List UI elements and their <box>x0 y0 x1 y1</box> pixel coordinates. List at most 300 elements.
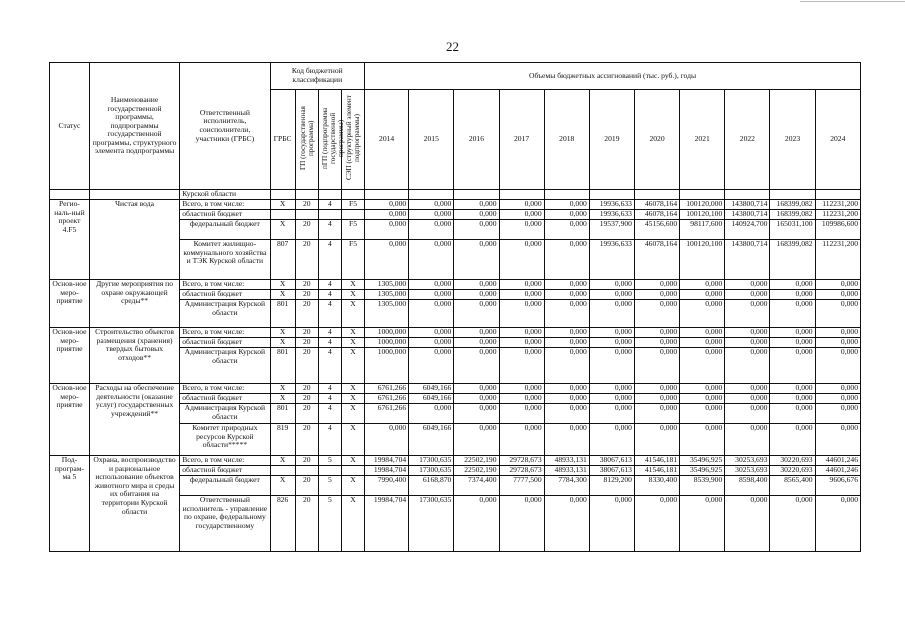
executor-cell: Курской области <box>180 190 270 200</box>
page-number: 22 <box>446 39 459 54</box>
sep-cell: X <box>341 384 364 394</box>
value-cell: 41546,181 <box>634 456 679 466</box>
gp-cell: 20 <box>295 280 318 290</box>
value-cell: 0,000 <box>634 404 679 424</box>
gp-cell: 20 <box>295 384 318 394</box>
value-cell: 0,000 <box>409 240 454 280</box>
executor-cell: Администрация Курской области <box>180 348 270 384</box>
sep-cell: X <box>341 404 364 424</box>
value-cell: 0,000 <box>454 200 499 210</box>
value-cell: 29728,673 <box>499 466 544 476</box>
value-cell: 168399,082 <box>770 210 815 220</box>
value-cell: 0,000 <box>499 210 544 220</box>
value-cell: 0,000 <box>409 338 454 348</box>
value-cell: 48933,131 <box>544 466 589 476</box>
value-cell: 0,000 <box>544 220 589 240</box>
value-cell: 0,000 <box>770 348 815 384</box>
executor-cell: Администрация Курской области <box>180 404 270 424</box>
grbs-cell: 801 <box>270 348 295 384</box>
value-cell: 0,000 <box>454 496 499 552</box>
value-cell: 0,000 <box>770 404 815 424</box>
value-cell: 0,000 <box>499 220 544 240</box>
grbs-cell: X <box>270 200 295 210</box>
value-cell: 0,000 <box>770 394 815 404</box>
header-volumes: Объемы бюджетных ассигнований (тыс. руб.), годы <box>365 63 861 90</box>
value-cell: 0,000 <box>634 348 679 384</box>
value-cell: 0,000 <box>634 424 679 456</box>
value-cell: 168399,082 <box>770 240 815 280</box>
value-cell: 22502,190 <box>454 456 499 466</box>
value-cell: 0,000 <box>499 348 544 384</box>
value-cell: 0,000 <box>589 404 634 424</box>
pgp-cell: 5 <box>318 496 341 552</box>
value-cell: 0,000 <box>725 348 770 384</box>
sep-cell: X <box>341 328 364 338</box>
value-cell: 6168,870 <box>409 476 454 496</box>
sep-cell: X <box>341 394 364 404</box>
gp-cell <box>295 210 318 220</box>
value-cell: 0,000 <box>634 290 679 300</box>
value-cell: 100120,100 <box>680 210 725 220</box>
value-cell: 0,000 <box>454 338 499 348</box>
value-cell: 17300,635 <box>409 466 454 476</box>
pgp-cell: 4 <box>318 348 341 384</box>
header-year: 2018 <box>544 90 589 190</box>
sep-cell: F5 <box>341 220 364 240</box>
value-cell: 17300,635 <box>409 496 454 552</box>
value-cell: 46078,164 <box>634 200 679 210</box>
value-cell: 0,000 <box>634 394 679 404</box>
value-cell: 0,000 <box>499 404 544 424</box>
value-cell: 0,000 <box>634 496 679 552</box>
executor-cell: Комитет природных ресурсов Курской области***** <box>180 424 270 456</box>
pgp-cell: 5 <box>318 476 341 496</box>
value-cell: 8565,400 <box>770 476 815 496</box>
value-cell: 0,000 <box>815 280 860 290</box>
value-cell: 19936,633 <box>589 200 634 210</box>
value-cell: 6761,266 <box>365 404 409 424</box>
continuation-row <box>50 190 861 200</box>
value-cell: 0,000 <box>725 280 770 290</box>
executor-cell: областной бюджет <box>180 210 270 220</box>
value-cell: 0,000 <box>544 300 589 328</box>
value-cell: 8598,400 <box>725 476 770 496</box>
value-cell: 0,000 <box>544 200 589 210</box>
value-cell: 0,000 <box>815 424 860 456</box>
value-cell: 112231,200 <box>815 200 860 210</box>
value-cell: 0,000 <box>454 348 499 384</box>
value-cell: 0,000 <box>409 328 454 338</box>
gp-cell: 20 <box>295 424 318 456</box>
value-cell: 9606,676 <box>815 476 860 496</box>
grbs-cell: 807 <box>270 240 295 280</box>
pgp-cell: 5 <box>318 456 341 466</box>
value-cell: 0,000 <box>544 394 589 404</box>
value-cell: 0,000 <box>770 290 815 300</box>
value-cell: 19984,704 <box>365 466 409 476</box>
pgp-cell: 4 <box>318 240 341 280</box>
value-cell: 29728,673 <box>499 456 544 466</box>
gp-cell: 20 <box>295 394 318 404</box>
value-cell: 1305,000 <box>365 300 409 328</box>
value-cell: 0,000 <box>589 348 634 384</box>
grbs-cell: X <box>270 338 295 348</box>
value-cell: 0,000 <box>589 394 634 404</box>
value-cell: 46078,164 <box>634 210 679 220</box>
value-cell: 46078,164 <box>634 240 679 280</box>
value-cell: 0,000 <box>409 220 454 240</box>
executor-cell: Комитет жилищно-коммунального хозяйства и ТЭК Курской области <box>180 240 270 280</box>
sep-cell: X <box>341 476 364 496</box>
budget-table <box>49 62 861 552</box>
executor-cell: Всего, в том числе: <box>180 280 270 290</box>
value-cell: 48933,131 <box>544 456 589 466</box>
value-cell: 165031,100 <box>770 220 815 240</box>
value-cell: 0,000 <box>815 348 860 384</box>
executor-cell: областной бюджет <box>180 338 270 348</box>
value-cell: 0,000 <box>544 348 589 384</box>
executor-cell: федеральный бюджет <box>180 220 270 240</box>
value-cell: 0,000 <box>680 338 725 348</box>
value-cell: 6049,166 <box>409 424 454 456</box>
value-cell: 0,000 <box>680 496 725 552</box>
value-cell: 0,000 <box>499 384 544 394</box>
value-cell: 6049,166 <box>409 384 454 394</box>
value-cell: 0,000 <box>409 210 454 220</box>
grbs-cell: 819 <box>270 424 295 456</box>
value-cell: 0,000 <box>409 280 454 290</box>
value-cell: 0,000 <box>589 496 634 552</box>
value-cell: 0,000 <box>454 280 499 290</box>
grbs-cell: 801 <box>270 300 295 328</box>
gp-cell: 20 <box>295 348 318 384</box>
value-cell: 0,000 <box>680 348 725 384</box>
header-sep: СЭП (структурный элемент подпрограммы) <box>341 90 364 190</box>
grbs-cell: 801 <box>270 404 295 424</box>
value-cell: 0,000 <box>770 300 815 328</box>
value-cell: 6761,266 <box>365 384 409 394</box>
value-cell: 0,000 <box>815 290 860 300</box>
value-cell: 44601,246 <box>815 466 860 476</box>
sep-cell: X <box>341 456 364 466</box>
value-cell: 0,000 <box>454 328 499 338</box>
header-year: 2016 <box>454 90 499 190</box>
value-cell: 0,000 <box>680 300 725 328</box>
table-row <box>50 200 861 210</box>
value-cell: 0,000 <box>770 328 815 338</box>
gp-cell: 20 <box>295 240 318 280</box>
grbs-cell: X <box>270 290 295 300</box>
value-cell: 0,000 <box>499 328 544 338</box>
gp-cell: 20 <box>295 328 318 338</box>
header-year: 2017 <box>499 90 544 190</box>
value-cell: 0,000 <box>544 384 589 394</box>
value-cell: 19537,900 <box>589 220 634 240</box>
grbs-cell: X <box>270 384 295 394</box>
value-cell: 0,000 <box>544 496 589 552</box>
gp-cell: 20 <box>295 404 318 424</box>
gp-cell: 20 <box>295 220 318 240</box>
value-cell: 0,000 <box>589 328 634 338</box>
value-cell: 0,000 <box>680 404 725 424</box>
value-cell: 0,000 <box>815 300 860 328</box>
sep-cell: F5 <box>341 240 364 280</box>
grbs-cell: X <box>270 476 295 496</box>
table-row <box>50 280 861 290</box>
value-cell: 0,000 <box>770 496 815 552</box>
executor-cell: областной бюджет <box>180 290 270 300</box>
header-status: Статус <box>50 63 90 190</box>
pgp-cell: 4 <box>318 384 341 394</box>
value-cell: 140924,700 <box>725 220 770 240</box>
value-cell: 1000,000 <box>365 328 409 338</box>
sep-cell: X <box>341 424 364 456</box>
value-cell: 7990,400 <box>365 476 409 496</box>
value-cell: 0,000 <box>680 280 725 290</box>
value-cell: 0,000 <box>725 394 770 404</box>
value-cell: 0,000 <box>680 290 725 300</box>
value-cell: 0,000 <box>499 424 544 456</box>
value-cell: 0,000 <box>725 424 770 456</box>
value-cell: 0,000 <box>770 384 815 394</box>
gp-cell: 20 <box>295 300 318 328</box>
value-cell: 0,000 <box>499 496 544 552</box>
pgp-cell: 4 <box>318 394 341 404</box>
value-cell: 0,000 <box>365 210 409 220</box>
value-cell: 0,000 <box>365 200 409 210</box>
value-cell: 0,000 <box>454 210 499 220</box>
grbs-cell: X <box>270 394 295 404</box>
sep-cell <box>341 210 364 220</box>
header-year: 2023 <box>770 90 815 190</box>
status-cell: Основ-ное меро-приятие <box>50 384 90 456</box>
value-cell: 6761,266 <box>365 394 409 404</box>
pgp-cell <box>318 210 341 220</box>
value-cell: 0,000 <box>725 290 770 300</box>
value-cell: 98117,600 <box>680 220 725 240</box>
grbs-cell <box>270 466 295 476</box>
value-cell: 0,000 <box>725 496 770 552</box>
value-cell: 0,000 <box>409 200 454 210</box>
header-budget-code: Код бюджетной классификации <box>270 63 365 90</box>
status-cell: Основ-ное меро-приятие <box>50 280 90 328</box>
value-cell: 0,000 <box>680 394 725 404</box>
value-cell: 0,000 <box>499 280 544 290</box>
header-year: 2019 <box>589 90 634 190</box>
value-cell: 7784,300 <box>544 476 589 496</box>
value-cell: 38067,613 <box>589 456 634 466</box>
sep-cell: X <box>341 290 364 300</box>
gp-cell: 20 <box>295 496 318 552</box>
pgp-cell: 4 <box>318 300 341 328</box>
header-year: 2014 <box>365 90 409 190</box>
gp-cell <box>295 466 318 476</box>
value-cell: 0,000 <box>725 328 770 338</box>
value-cell: 0,000 <box>499 338 544 348</box>
executor-cell: Всего, в том числе: <box>180 456 270 466</box>
value-cell: 0,000 <box>589 280 634 290</box>
value-cell: 0,000 <box>499 290 544 300</box>
value-cell: 35496,925 <box>680 466 725 476</box>
value-cell: 0,000 <box>770 424 815 456</box>
value-cell: 0,000 <box>409 300 454 328</box>
value-cell: 143800,714 <box>725 210 770 220</box>
value-cell: 45156,600 <box>634 220 679 240</box>
value-cell: 30220,693 <box>770 456 815 466</box>
value-cell: 100120,000 <box>680 200 725 210</box>
value-cell: 30220,693 <box>770 466 815 476</box>
sep-cell: X <box>341 348 364 384</box>
table-body <box>50 190 861 552</box>
header-year: 2024 <box>815 90 860 190</box>
value-cell: 0,000 <box>589 384 634 394</box>
value-cell: 0,000 <box>544 338 589 348</box>
sep-cell: X <box>341 280 364 290</box>
value-cell: 19984,704 <box>365 456 409 466</box>
value-cell: 44601,246 <box>815 456 860 466</box>
header-program-name: Наименование государственной программы, подпрограммы государственной программы, структурного элемента подпрограммы <box>89 63 179 190</box>
executor-cell: Администрация Курской области <box>180 300 270 328</box>
executor-cell: Ответственный исполнитель - управление по охране, федеральному государственному <box>180 496 270 552</box>
value-cell: 0,000 <box>544 240 589 280</box>
table-row <box>50 456 861 466</box>
value-cell: 0,000 <box>499 240 544 280</box>
value-cell: 8129,200 <box>589 476 634 496</box>
executor-cell: Всего, в том числе: <box>180 200 270 210</box>
value-cell: 1000,000 <box>365 338 409 348</box>
top-rule <box>800 1 905 2</box>
value-cell: 112231,200 <box>815 240 860 280</box>
value-cell: 0,000 <box>770 280 815 290</box>
value-cell: 0,000 <box>409 404 454 424</box>
grbs-cell: 826 <box>270 496 295 552</box>
value-cell: 0,000 <box>634 384 679 394</box>
value-cell: 0,000 <box>815 328 860 338</box>
value-cell: 0,000 <box>634 280 679 290</box>
sep-cell: F5 <box>341 200 364 210</box>
value-cell: 0,000 <box>589 290 634 300</box>
value-cell: 0,000 <box>634 338 679 348</box>
value-cell: 0,000 <box>725 384 770 394</box>
sep-cell <box>341 466 364 476</box>
value-cell: 19984,704 <box>365 496 409 552</box>
header-gp: ГП (государственная программа) <box>295 90 318 190</box>
header-year: 2020 <box>634 90 679 190</box>
gp-cell: 20 <box>295 456 318 466</box>
sep-cell: X <box>341 338 364 348</box>
pgp-cell: 4 <box>318 338 341 348</box>
executor-cell: областной бюджет <box>180 394 270 404</box>
value-cell: 0,000 <box>454 394 499 404</box>
value-cell: 0,000 <box>454 300 499 328</box>
sep-cell: X <box>341 496 364 552</box>
executor-cell: областной бюджет <box>180 466 270 476</box>
value-cell: 0,000 <box>770 338 815 348</box>
value-cell: 0,000 <box>680 328 725 338</box>
value-cell: 41546,181 <box>634 466 679 476</box>
pgp-cell: 4 <box>318 328 341 338</box>
status-cell: Основ-ное меро-приятие <box>50 328 90 384</box>
header-pgp: пГП (подпрограмма государственной программы) <box>318 90 341 190</box>
grbs-cell: X <box>270 328 295 338</box>
value-cell: 0,000 <box>815 496 860 552</box>
value-cell: 0,000 <box>454 424 499 456</box>
value-cell: 30253,693 <box>725 466 770 476</box>
gp-cell: 20 <box>295 476 318 496</box>
value-cell: 0,000 <box>589 424 634 456</box>
value-cell: 0,000 <box>454 290 499 300</box>
header-year: 2021 <box>680 90 725 190</box>
value-cell: 19936,633 <box>589 210 634 220</box>
program-name-cell: Расходы на обеспечение деятельности (оказание услуг) государственных учреждений** <box>89 384 179 456</box>
value-cell: 22502,190 <box>454 466 499 476</box>
value-cell: 0,000 <box>725 300 770 328</box>
gp-cell: 20 <box>295 338 318 348</box>
value-cell: 0,000 <box>454 240 499 280</box>
executor-cell: федеральный бюджет <box>180 476 270 496</box>
table-row <box>50 384 861 394</box>
value-cell: 0,000 <box>725 338 770 348</box>
value-cell: 1305,000 <box>365 290 409 300</box>
program-name-cell: Охрана, воспроизводство и рациональное использование объектов животного мира и среды их обитания на территории Курской области <box>89 456 179 552</box>
status-cell: Под-програм-ма 5 <box>50 456 90 552</box>
value-cell: 0,000 <box>544 280 589 290</box>
value-cell: 0,000 <box>544 424 589 456</box>
program-name-cell: Другие мероприятия по охране окружающей среды** <box>89 280 179 328</box>
value-cell: 0,000 <box>365 424 409 456</box>
pgp-cell: 4 <box>318 200 341 210</box>
pgp-cell <box>318 466 341 476</box>
header-grbs: ГРБС <box>270 90 295 190</box>
grbs-cell: X <box>270 456 295 466</box>
value-cell: 1000,000 <box>365 348 409 384</box>
value-cell: 0,000 <box>815 338 860 348</box>
value-cell: 6049,166 <box>409 394 454 404</box>
value-cell: 0,000 <box>365 220 409 240</box>
value-cell: 0,000 <box>544 404 589 424</box>
value-cell: 0,000 <box>725 404 770 424</box>
value-cell: 0,000 <box>409 348 454 384</box>
sep-cell: X <box>341 300 364 328</box>
value-cell: 0,000 <box>454 220 499 240</box>
executor-cell: Всего, в том числе: <box>180 384 270 394</box>
value-cell: 7374,400 <box>454 476 499 496</box>
value-cell: 0,000 <box>634 300 679 328</box>
value-cell: 0,000 <box>544 290 589 300</box>
executor-cell: Всего, в том числе: <box>180 328 270 338</box>
value-cell: 0,000 <box>634 328 679 338</box>
grbs-cell <box>270 210 295 220</box>
header-year: 2015 <box>409 90 454 190</box>
value-cell: 0,000 <box>680 384 725 394</box>
value-cell: 0,000 <box>499 200 544 210</box>
grbs-cell: X <box>270 220 295 240</box>
value-cell: 1305,000 <box>365 280 409 290</box>
value-cell: 0,000 <box>499 394 544 404</box>
value-cell: 0,000 <box>815 404 860 424</box>
program-name-cell: Строительство объектов размещения (хранения) твердых бытовых отходов** <box>89 328 179 384</box>
value-cell: 100120,100 <box>680 240 725 280</box>
status-cell: Регио-наль-ный проект 4.F5 <box>50 200 90 280</box>
value-cell: 0,000 <box>365 240 409 280</box>
value-cell: 8539,900 <box>680 476 725 496</box>
value-cell: 168399,082 <box>770 200 815 210</box>
value-cell: 30253,693 <box>725 456 770 466</box>
gp-cell: 20 <box>295 200 318 210</box>
value-cell: 0,000 <box>680 424 725 456</box>
pgp-cell: 4 <box>318 404 341 424</box>
value-cell: 0,000 <box>544 210 589 220</box>
